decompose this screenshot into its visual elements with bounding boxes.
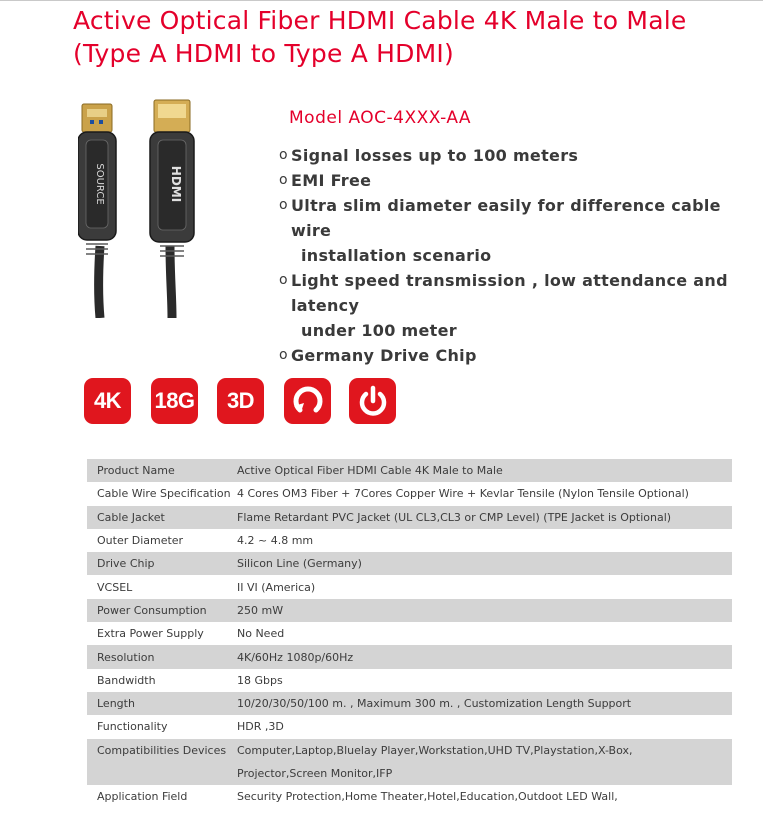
spec-row (87, 762, 732, 785)
spec-row (87, 739, 732, 762)
source-connector (78, 104, 116, 318)
feature-text: Ultra slim diameter easily for difference cable wire (291, 196, 721, 240)
spec-row (87, 482, 732, 505)
title-line-2: (Type A HDMI to Type A HDMI) (73, 39, 454, 68)
feature-text: EMI Free (291, 171, 372, 190)
feature-item (279, 143, 763, 168)
spec-key: VCSEL (97, 580, 133, 594)
page-title (73, 4, 753, 70)
spec-value: 10/20/30/50/100 m. , Maximum 300 m. , Customization Length Support (237, 692, 732, 715)
spec-value: 4 Cores OM3 Fiber + 7Cores Copper Wire + Kevlar Tensile (Nylon Tensile Optional) (237, 487, 689, 501)
spec-value: 18 Gbps (237, 673, 283, 687)
bullet-icon: o (279, 347, 288, 363)
spec-key: Product Name (87, 459, 237, 482)
spec-row (87, 552, 732, 575)
spec-value: Flame Retardant PVC Jacket (UL CL3,CL3 or CMP Level) (TPE Jacket is Optional) (237, 506, 732, 529)
spec-row (87, 645, 732, 668)
3d-badge: 3D (217, 378, 264, 424)
spec-value: HDR ,3D (237, 720, 284, 734)
hdmi-cable-product-image (78, 96, 196, 318)
rotate-icon (284, 378, 331, 424)
hdmi-label: HDMI (169, 165, 183, 203)
spec-key: Outer Diameter (97, 534, 184, 548)
feature-item (279, 193, 763, 268)
spec-value: Active Optical Fiber HDMI Cable 4K Male to Male (237, 459, 732, 482)
title-line-1: Active Optical Fiber HDMI Cable 4K Male to Male (73, 6, 687, 35)
bullet-icon: o (279, 172, 288, 188)
spec-row (87, 599, 732, 622)
hdmi-connector (150, 100, 194, 318)
feature-text: Light speed transmission , low attendance and latency (291, 271, 728, 315)
feature-text: Germany Drive Chip (291, 346, 477, 365)
feature-item (279, 268, 763, 343)
spec-row (87, 506, 732, 529)
bullet-icon: o (279, 272, 288, 288)
spec-key: Cable Jacket (87, 506, 237, 529)
spec-key: Cable Wire Specification (97, 487, 231, 501)
spec-key: Power Consumption (87, 599, 237, 622)
spec-value: No Need (237, 627, 285, 641)
spec-row (87, 575, 732, 598)
bullet-icon: o (279, 197, 288, 213)
spec-value: Computer,Laptop,Bluelay Player,Workstation,UHD TV,Playstation,X-Box, (237, 739, 732, 762)
spec-table (87, 459, 732, 808)
bullet-icon: o (279, 147, 288, 163)
spec-key: Bandwidth (97, 673, 156, 687)
spec-key: Functionality (97, 720, 168, 734)
source-label: SOURCE (94, 163, 105, 205)
spec-key: Drive Chip (87, 552, 237, 575)
18g-badge: 18G (151, 378, 198, 424)
spec-key: Length (87, 692, 237, 715)
spec-key (87, 762, 237, 785)
top-divider (0, 0, 763, 1)
feature-text: Signal losses up to 100 meters (291, 146, 579, 165)
spec-row (87, 785, 732, 808)
spec-row (87, 459, 732, 482)
spec-row (87, 715, 732, 738)
spec-key: Extra Power Supply (97, 627, 204, 641)
spec-key: Resolution (87, 645, 237, 668)
feature-item (279, 343, 763, 368)
spec-row (87, 669, 732, 692)
spec-value: Silicon Line (Germany) (237, 552, 732, 575)
spec-value: 250 mW (237, 599, 732, 622)
spec-row (87, 622, 732, 645)
spec-key: Compatibilities Devices (87, 739, 237, 762)
feature-list (279, 143, 763, 368)
spec-value: 4K/60Hz 1080p/60Hz (237, 645, 732, 668)
spec-value: 4.2 ~ 4.8 mm (237, 534, 314, 548)
feature-text-continued: under 100 meter (301, 321, 457, 340)
spec-row (87, 692, 732, 715)
spec-value: Projector,Screen Monitor,IFP (237, 762, 732, 785)
spec-row (87, 529, 732, 552)
4k-badge: 4K (84, 378, 131, 424)
spec-key: Application Field (97, 790, 188, 804)
feature-text-continued: installation scenario (301, 246, 492, 265)
model-number: Model AOC-4XXX-AA (289, 108, 472, 128)
feature-item (279, 168, 763, 193)
spec-value: II VI (America) (237, 580, 316, 594)
spec-value: Security Protection,Home Theater,Hotel,Education,Outdoot LED Wall, (237, 790, 618, 804)
power-icon (349, 378, 396, 424)
